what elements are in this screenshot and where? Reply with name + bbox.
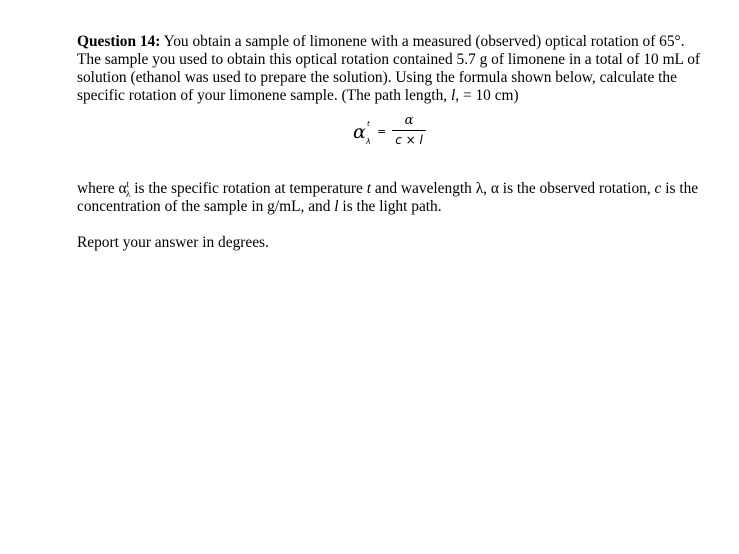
explanation-subscript-lambda: λ xyxy=(126,189,131,200)
explanation-part-2: is the specific rotation at temperature xyxy=(130,180,367,197)
formula-subscript-lambda: λ xyxy=(366,137,371,146)
formula-equals: = xyxy=(377,125,387,138)
temperature-variable: t xyxy=(366,180,372,197)
question-body-end: , = 10 cm) xyxy=(455,87,519,104)
path-length-variable: l xyxy=(450,87,456,104)
fraction-bar xyxy=(392,130,426,131)
instruction-text: Report your answer in degrees. xyxy=(77,234,269,251)
question-text xyxy=(77,33,707,105)
explanation-part-1: where α xyxy=(77,180,127,197)
formula-lhs-alpha: α xyxy=(353,121,366,143)
formula-numerator: α xyxy=(404,113,414,128)
specific-rotation-formula xyxy=(77,113,707,163)
explanation-superscript-t: t xyxy=(126,178,130,189)
explanation-part-5: is the light path. xyxy=(338,198,442,215)
formula-denominator: c × l xyxy=(395,133,423,147)
light-path-variable: l xyxy=(334,198,339,215)
concentration-variable: c xyxy=(654,180,662,197)
explanation-text xyxy=(77,180,707,216)
formula-fraction xyxy=(392,113,426,148)
document-page xyxy=(77,33,707,252)
question-label: Question 14: xyxy=(77,33,161,50)
formula-superscript-t: t xyxy=(367,120,370,128)
explanation-part-3: and wavelength λ, α is the observed rotation, xyxy=(371,180,655,197)
question-body: You obtain a sample of limonene with a measured (observed) optical rotation of 65°. The sample you used to obtain this optical rotation contained 5.7 g of limonene in a total of 10 mL of solution (ethanol was used to prepare the solution). Using the formula shown below, calculate the specific rotation of your limonene sample. (The path length, xyxy=(77,33,701,104)
explanation-part-4: is the concentration of the sample in g/mL, and xyxy=(77,180,699,215)
